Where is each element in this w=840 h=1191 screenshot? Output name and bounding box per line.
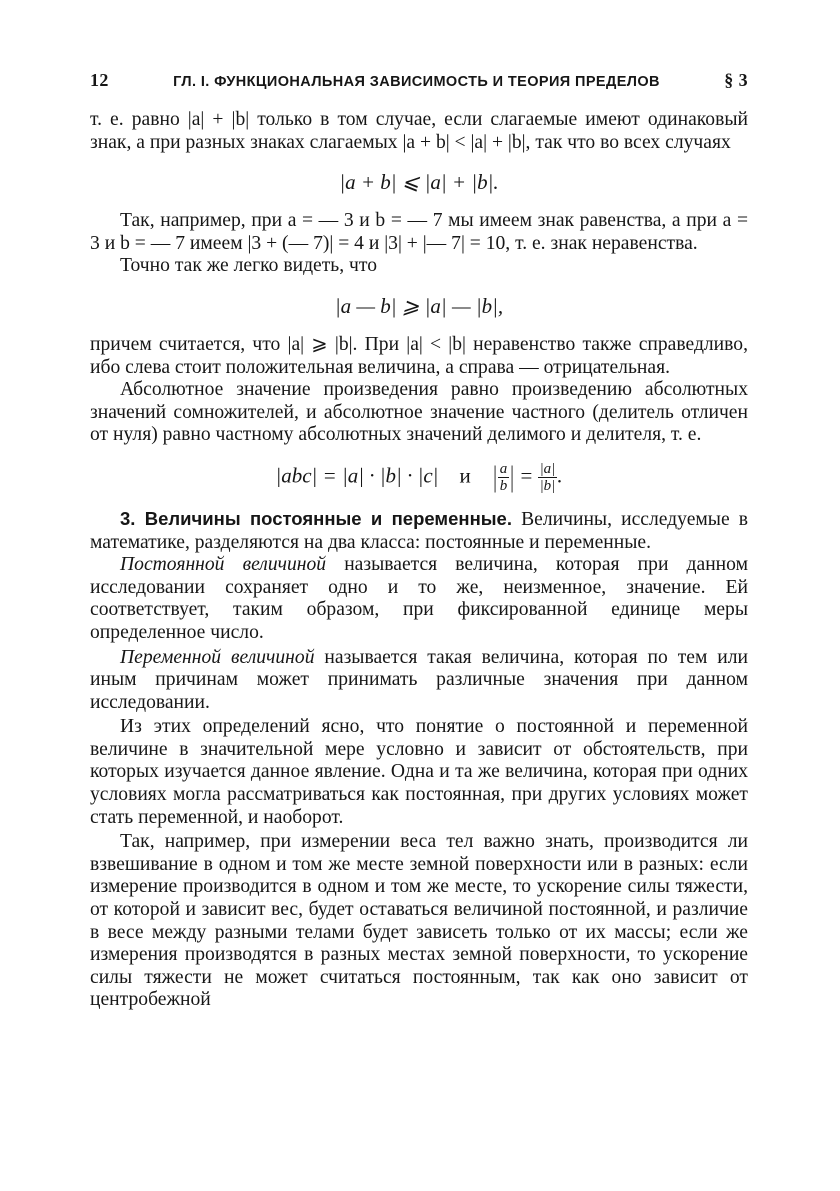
paragraph: Постоянной величиной называется величина, которая при данном исследовании сохраняет одно и то же, неизменное, значение. Ей соответствует, таким образом, при фиксированной единице меры определенное число.	[90, 554, 748, 643]
paragraph: Так, например, при измерении веса тел важно знать, производится ли взвешивание в одном и том же месте земной поверхности или в разных: если измерение производится в одном и том же месте, то ускорение силы тяжести, от которой и зависит вес, будет оставаться величиной постоянной, и различие в весе между разными телами будет зависеть только от их массы; если же измерения производятся в разных местах земной поверхности, то ускорение силы тяжести не может считаться постоянным, так как оно зависит от центробежной	[90, 831, 748, 1011]
formula-product: |abc| = |a| · |b| · |c|	[275, 463, 439, 488]
term-constant: Постоянной величиной	[120, 554, 327, 576]
page-number: 12	[90, 70, 109, 90]
running-title: ГЛ. I. ФУНКЦИОНАЛЬНАЯ ЗАВИСИМОСТЬ И ТЕОРИЯ ПРЕДЕЛОВ	[173, 74, 660, 90]
paragraph: причем считается, что |a| ⩾ |b|. При |a| < |b| неравенство также справедливо, ибо слева стоит положительная величина, а справа — отрицательная.	[90, 333, 748, 378]
formula-conjunction: и	[459, 463, 471, 488]
running-header	[90, 70, 748, 91]
fraction-a-over-b: $\frac{a}{b}$	[499, 460, 508, 494]
paragraph: Переменной величиной называется такая величина, которая по тем или иным причинам может принимать различные значения при данном исследовании.	[90, 646, 748, 713]
paragraph: Так, например, при a = — 3 и b = — 7 мы имеем знак равенства, а при a = 3 и b = — 7 имеем |3 + (— 7)| = 4 и |3| + |— 7| = 10, т. е. знак неравенства.	[90, 210, 748, 254]
term-variable: Переменной величиной	[120, 646, 315, 668]
paragraph: Абсолютное значение произведения равно произведению абсолютных значений сомножителей, и абсолютное значение частного (делитель отличен от нуля) равно частному абсолютных значений делимого и делителя, т. е.	[90, 379, 748, 446]
formula-product-quotient: |abc| = |a| · |b| · |c| и | $\frac{a}{b}$ | = $\frac{|a|}{|b|}$ .	[275, 460, 563, 494]
fraction-abs-a-over-abs-b: $\frac{|a|}{|b|}$	[539, 460, 556, 494]
formula-triangle-inequality: |a + b| ⩽ |a| + |b|.	[339, 170, 499, 195]
section-title: 3. Величины постоянные и переменные.	[120, 507, 512, 529]
section-mark: § 3	[724, 70, 748, 90]
paragraph: Точно так же легко видеть, что	[120, 255, 377, 277]
paragraph: Из этих определений ясно, что понятие о постоянной и переменной величине в значительной мере условно и зависит от обстоятельств, при которых изучается данное явление. Одна и та же величина, которая при одних условиях могла рассматриваться как постоянная, при других условиях может стать переменной, и наоборот.	[90, 716, 748, 828]
paragraph: т. е. равно |a| + |b| только в том случае, если слагаемые имеют одинаковый знак, а при разных знаках слагаемых |a + b| < |a| + |b|, так что во всех случаях	[90, 109, 748, 153]
formula-difference-inequality: |a — b| ⩾ |a| — |b|,	[334, 293, 504, 318]
section-3-paragraph: 3. Величины постоянные и переменные. Величины, исследуемые в математике, разделяются на два класса: постоянные и переменные.	[90, 507, 748, 553]
